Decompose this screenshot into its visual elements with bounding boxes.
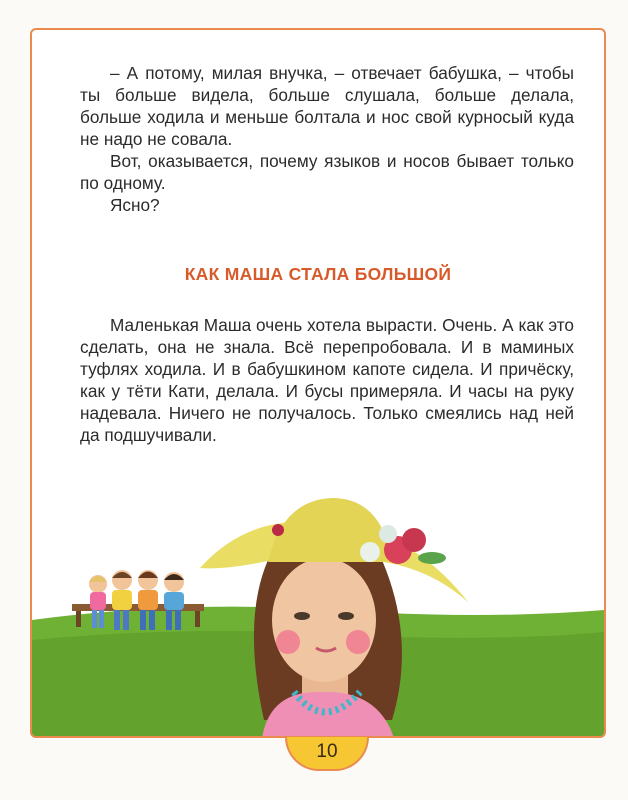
intro-text	[80, 62, 574, 216]
story-paragraph: Маленькая Маша очень хотела вырасти. Очень. А как это сделать, она не знала. Всё перепробовала. И в маминых туфлях ходила. И в бабушкином капоте сидела. И причёску, как у тёти Кати, делала. И бусы примеряла. И часы на руку надевала. Ничего не получалось. Только смеялись над ней да подшучивали.	[80, 315, 574, 445]
paragraph-1: – А потому, милая внучка, – отвечает бабушка, – чтобы ты больше видела, больше слушала, больше делала, больше ходила и меньше болтала и нос свой курносый куда не надо не совала.	[80, 63, 574, 149]
story-title: КАК МАША СТАЛА БОЛЬШОЙ	[184, 264, 452, 284]
page-frame	[30, 28, 606, 738]
story-text	[80, 314, 574, 446]
page-number: 10	[285, 737, 369, 771]
illustration	[32, 470, 604, 738]
paragraph-2: Вот, оказывается, почему языков и носов бывает только по одному.	[80, 151, 574, 193]
paragraph-3: Ясно?	[110, 195, 160, 215]
